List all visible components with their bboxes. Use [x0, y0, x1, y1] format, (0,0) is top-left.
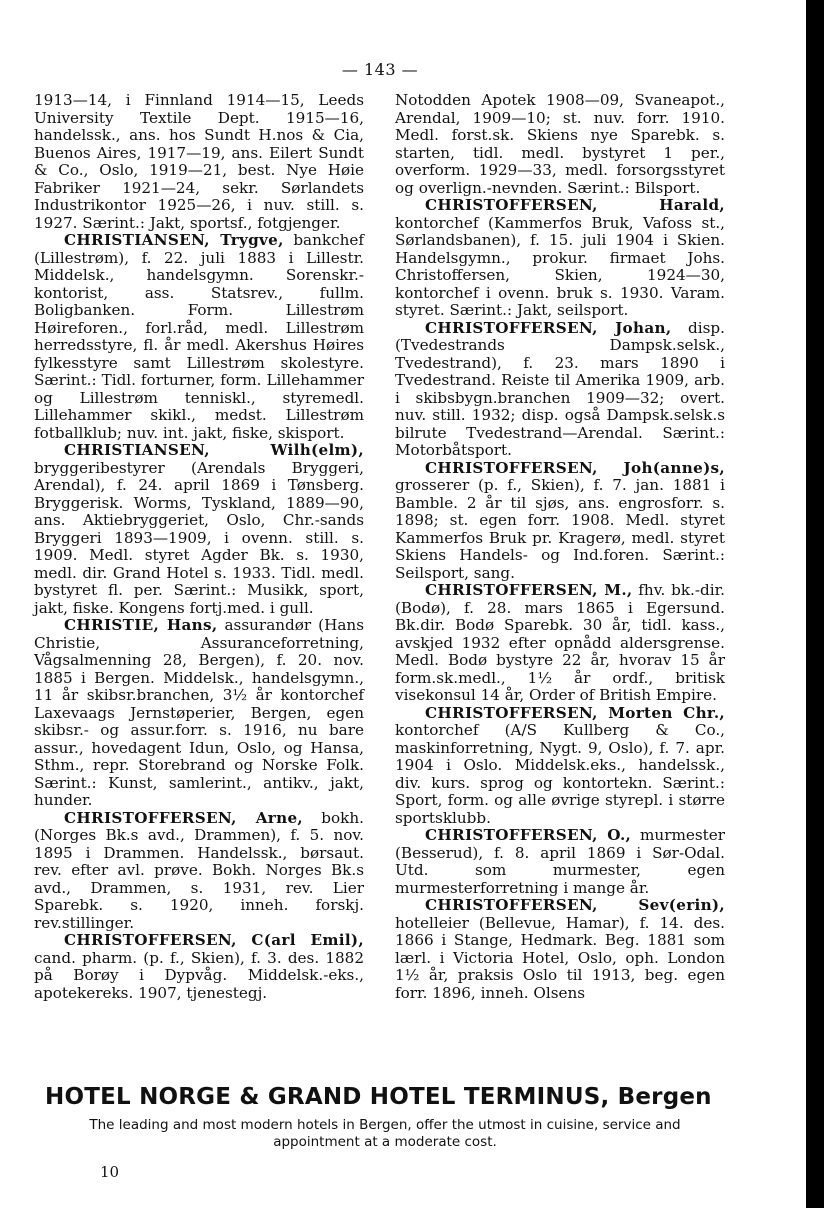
entry-text: cand. pharm. (p. f., Skien), f. 3. des. 1882 på Borøy i Dypvåg. Middelsk.-eks., apotekereks. 1907, tjenestegj.	[34, 948, 364, 1002]
entry-text: bokh. (Norges Bk.s avd., Drammen), f. 5. nov. 1895 i Drammen. Handelssk., børsaut. rev. efter avl. prøve. Bokh. Norges Bk.s avd., Drammen, s. 1931, rev. Lier Sparebk. s. 1920, inneh. forskj. rev.stillinger.	[34, 808, 364, 932]
entry-text: Notodden Apotek 1908—09, Svaneapot., Arendal, 1909—10; st. nuv. forr. 1910. Medl. forst.sk. Skiens nye Sparebk. s. starten, tidl. medl. bystyret 1 per., overform. 1929—33, medl. forsorgsstyret og overlign.-nevnden. Særint.: Bilsport.	[395, 91, 725, 197]
entry-text: bryggeribestyrer (Arendals Bryggeri, Arendal), f. 24. april 1869 i Tønsberg. Bryggerisk. Worms, Tyskland, 1889—90, ans. Aktiebryggeriet, Oslo, Chr.-sands Bryggeri 1893—1909, i ovenn. still. s. 1909. Medl. styret Agder Bk. s. 1930, medl. dir. Grand Hotel s. 1933. Tidl. medl. bystyret fl. per. Særint.: Musikk, sport, jakt, fiske. Kongens fortj.med. i gull.	[34, 458, 364, 617]
advertisement-tagline-line: The leading and most modern hotels in Bergen, offer the utmost in cuisine, service and	[89, 1117, 681, 1133]
entry-paragraph	[395, 827, 725, 897]
entry-paragraph	[395, 320, 725, 460]
entry-name: CHRISTOFFERSEN, Arne,	[64, 808, 304, 827]
entry-paragraph	[395, 92, 725, 197]
entry-paragraph	[395, 897, 725, 1002]
entry-paragraph	[34, 932, 364, 1002]
entry-name: CHRISTOFFERSEN, M.,	[425, 581, 633, 599]
entry-paragraph	[34, 92, 364, 232]
entry-name: CHRISTOFFERSEN, Johan,	[425, 318, 672, 337]
entry-paragraph	[395, 197, 725, 320]
entry-paragraph	[34, 810, 364, 933]
entry-name: CHRISTIANSEN, Trygve,	[64, 231, 284, 249]
entry-paragraph	[34, 232, 364, 442]
left-column	[34, 92, 364, 1002]
entry-name: CHRISTOFFERSEN, Joh(anne)s,	[425, 458, 725, 477]
entry-text: assurandør (Hans Christie, Assuranceforretning, Vågsalmenning 28, Bergen), f. 20. nov. 1885 i Bergen. Middelsk., handelsgymn., 11 år skibsr.branchen, 3½ år kontorchef Laxevaags Jernstøperier, Bergen, egen skibsr.- og assur.forr. s. 1916, nu bare assur., hovedagent Idun, Oslo, og Hansa, Sthm., repr. Storebrand og Norske Folk. Særint.: Kunst, samlerint., antikv., jakt, hunder.	[34, 616, 364, 809]
advertisement-tagline-line: appointment at a moderate cost.	[273, 1134, 497, 1150]
entry-paragraph	[34, 442, 364, 617]
page-edge-border	[806, 0, 824, 1208]
entry-text: fhv. bk.-dir. (Bodø), f. 28. mars 1865 i Egersund. Bk.dir. Bodø Sparebk. 30 år, tidl. kass., avskjed 1932 efter opnådd aldersgrense. Medl. Bodø bystyre 22 år, hvorav 15 år form.sk.medl., 1½ år ordf., britisk visekonsul 14 år, Order of British Empire.	[395, 581, 725, 704]
advertisement-headline: HOTEL NORGE & GRAND HOTEL TERMINUS, Bergen	[45, 1084, 712, 1110]
entry-paragraph	[34, 617, 364, 810]
entry-paragraph	[395, 460, 725, 583]
entry-text: kontorchef (A/S Kullberg & Co., maskinforretning, Nygt. 9, Oslo), f. 7. apr. 1904 i Oslo. Middelsk.eks., handelssk., div. kurs. sprog og kontortekn. Særint.: Sport, form. og alle øvrige styrepl. i større sportsklubb.	[395, 721, 725, 827]
entry-text: bankchef (Lillestrøm), f. 22. juli 1883 i Lillestr. Middelsk., handelsgymn. Sorenskr.-kontorist, ass. Statsrev., fullm. Boligbanken. Form. Lillestrøm Høireforen., forl.råd, medl. Lillestrøm herredsstyre, fl. år medl. Akershus Høires fylkesstyre samt Lillestrøm skolestyre. Særint.: Tidl. forturner, form. Lillehammer og Lillestrøm tenniskl., styremedl. Lillehammer skikl., medst. Lillestrøm fotballklub; nuv. int. jakt, fiske, skisport.	[34, 231, 364, 442]
signature-number: 10	[100, 1163, 120, 1181]
page-number: — 143 —	[341, 60, 419, 79]
entry-name: CHRISTOFFERSEN, Harald,	[425, 196, 725, 214]
entry-text: hotelleier (Bellevue, Hamar), f. 14. des. 1866 i Stange, Hedmark. Beg. 1881 som lærl. i Victoria Hotel, Oslo, oph. London 1½ år, praksis Oslo til 1913, beg. egen forr. 1896, inneh. Olsens	[395, 913, 725, 1002]
entry-text: kontorchef (Kammerfos Bruk, Vafoss st., Sørlandsbanen), f. 15. juli 1904 i Skien. Handelsgymn., prokur. firmaet Johs. Christoffersen, Skien, 1924—30, kontorchef i ovenn. bruk s. 1930. Varam. styret. Særint.: Jakt, seilsport.	[395, 213, 725, 319]
entry-text: grosserer (p. f., Skien), f. 7. jan. 1881 i Bamble. 2 år til sjøs, ans. engrosforr. s. 1898; st. egen forr. 1908. Medl. styret Kammerfos Bruk pr. Kragerø, medl. styret Skiens Handels- og Ind.foren. Særint.: Seilsport, sang.	[395, 476, 725, 582]
entry-paragraph	[395, 705, 725, 828]
entry-name: CHRISTOFFERSEN, Morten Chr.,	[425, 703, 725, 722]
entry-name: CHRISTOFFERSEN, O.,	[425, 826, 632, 844]
entry-name: CHRISTIE, Hans,	[64, 616, 218, 634]
right-column	[395, 92, 725, 1002]
entry-text: murmester (Besserud), f. 8. april 1869 i Sør-Odal. Utd. som murmester, egen murmesterforretning i mange år.	[395, 826, 725, 897]
entry-paragraph	[395, 582, 725, 705]
entry-name: CHRISTOFFERSEN, Sev(erin),	[425, 896, 725, 914]
entry-text: disp. (Tvedestrands Dampsk.selsk., Tvedestrand), f. 23. mars 1890 i Tvedestrand. Reiste til Amerika 1909, arb. i skibsbygn.branchen 1909—32; overt. nuv. still. 1932; disp. også Dampsk.selsk.s bilrute Tvedestrand—Arendal. Særint.: Motorbåtsport.	[395, 318, 725, 459]
entry-text: 1913—14, i Finnland 1914—15, Leeds University Textile Dept. 1915—16, handelssk., ans. hos Sundt H.nos & Cia, Buenos Aires, 1917—19, ans. Eilert Sundt & Co., Oslo, 1919—21, best. Nye Høie Fabriker 1921—24, sekr. Sørlandets Industrikontor 1925—26, i nuv. still. s. 1927. Særint.: Jakt, sportsf., fotgjenger.	[34, 91, 364, 232]
entry-name: CHRISTOFFERSEN, C(arl Emil),	[64, 931, 364, 949]
advertisement-tagline	[40, 1117, 730, 1151]
entry-name: CHRISTIANSEN, Wilh(elm),	[64, 441, 364, 459]
